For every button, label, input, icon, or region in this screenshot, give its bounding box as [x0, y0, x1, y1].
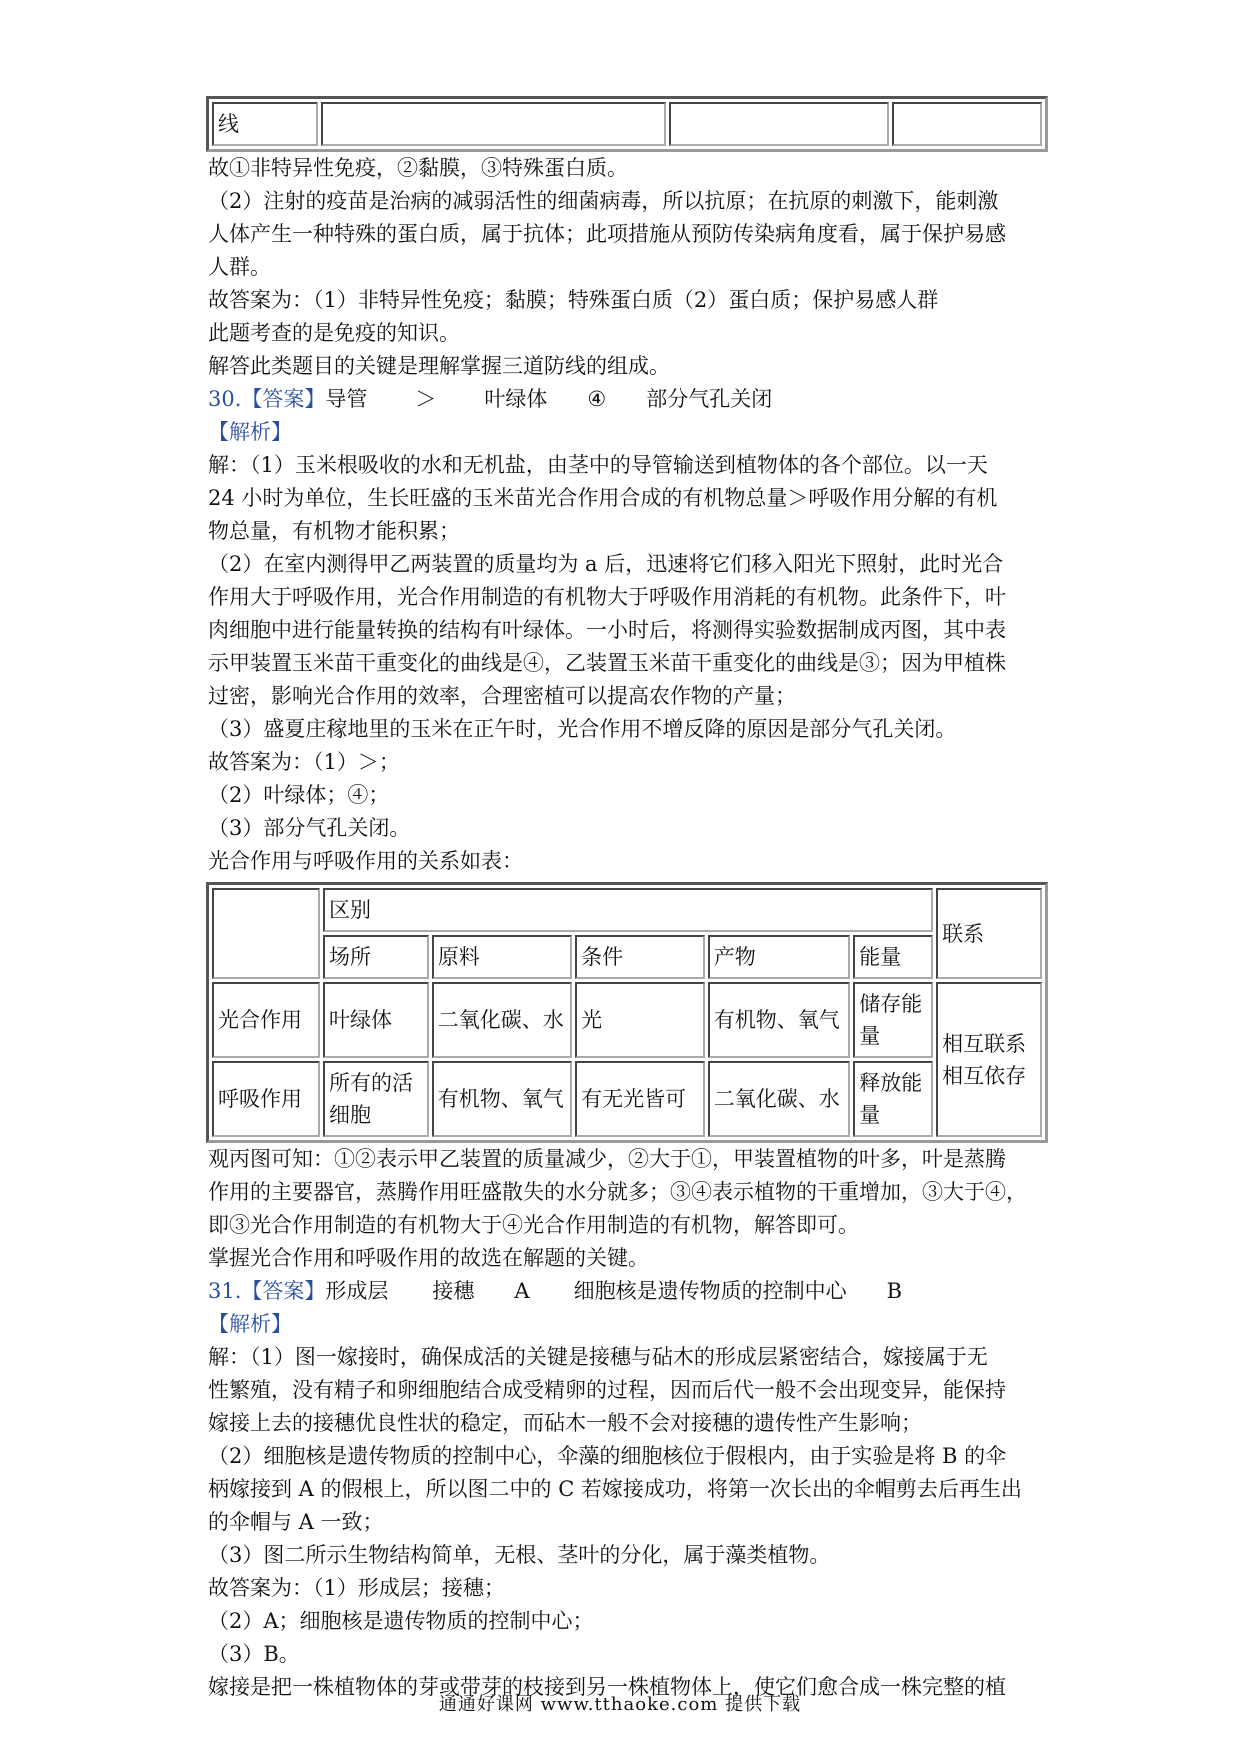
- answer-item: 形成层: [325, 1279, 389, 1303]
- text-line: 人群。: [208, 255, 271, 279]
- table-cell: 有机物、氧气: [432, 1061, 572, 1137]
- question-30-analysis: [208, 449, 1044, 878]
- table-row: [212, 982, 1042, 1058]
- text-line: 嫁接是把一株植物体的芽或带芽的枝接到另一株植物体上，使它们愈合成一株完整的植: [208, 1675, 1006, 1699]
- table-cell: 叶绿体: [323, 982, 429, 1058]
- table-cell: 所有的活细胞: [323, 1061, 429, 1137]
- answer-item: A: [514, 1279, 530, 1303]
- table-header-difference: 区别: [323, 888, 933, 932]
- text-line: 此题考查的是免疫的知识。: [208, 321, 460, 345]
- answer-item: B: [886, 1279, 903, 1303]
- text-line: 性繁殖，没有精子和卵细胞结合成受精卵的过程，因而后代一般不会出现变异，能保持: [208, 1378, 1006, 1402]
- question-number: 31.: [208, 1279, 242, 1303]
- text-line: 人体产生一种特殊的蛋白质，属于抗体；此项措施从预防传染病角度看，属于保护易感: [208, 222, 1006, 246]
- table-cell: 光: [575, 982, 705, 1058]
- table-header-link: 联系: [936, 888, 1042, 979]
- table-cell: [892, 102, 1043, 146]
- table-row: [212, 102, 1042, 146]
- text-line: 观丙图可知：①②表示甲乙装置的质量减少，②大于①，甲装置植物的叶多，叶是蒸腾: [208, 1147, 1006, 1171]
- table-cell: 释放能量: [853, 1061, 933, 1137]
- table-cell-link: 相互联系相互依存: [936, 982, 1042, 1137]
- text-line: 的伞帽与 A 一致；: [208, 1510, 384, 1534]
- text-line: 解：（1）玉米根吸收的水和无机盐，由茎中的导管输送到植物体的各个部位。以一天: [208, 453, 988, 477]
- text-line: 解：（1）图一嫁接时，确保成活的关键是接穗与砧木的形成层紧密结合，嫁接属于无: [208, 1345, 988, 1369]
- text-line: 柄嫁接到 A 的假根上，所以图二中的 C 若嫁接成功，将第一次长出的伞帽剪去后再生出: [208, 1477, 1022, 1501]
- text-line: （3）盛夏庄稼地里的玉米在正午时，光合作用不增反降的原因是部分气孔关闭。: [208, 717, 957, 741]
- table-cell: 有无光皆可: [575, 1061, 705, 1137]
- analysis-tag: 【解析】: [208, 1312, 292, 1336]
- text-line: 示甲装置玉米苗干重变化的曲线是④，乙装置玉米苗干重变化的曲线是③；因为甲植株: [208, 651, 1006, 675]
- text-line: 嫁接上去的接穗优良性状的稳定，而砧木一般不会对接穗的遗传性产生影响；: [208, 1411, 922, 1435]
- text-line: 24 小时为单位，生长旺盛的玉米苗光合作用合成的有机物总量＞呼吸作用分解的有机: [208, 486, 998, 510]
- table-cell: 线: [212, 102, 318, 146]
- text-line: 光合作用与呼吸作用的关系如表：: [208, 849, 523, 873]
- text-line: 肉细胞中进行能量转换的结构有叶绿体。一小时后，将测得实验数据制成丙图，其中表: [208, 618, 1006, 642]
- answer-item: 部分气孔关闭: [646, 387, 773, 411]
- answer-item: 接穗: [432, 1279, 475, 1303]
- answer-tag: 【答案】: [241, 1279, 326, 1303]
- text-line: 故①非特异性免疫，②黏膜，③特殊蛋白质。: [208, 156, 628, 180]
- table-subheader: 产物: [708, 935, 851, 979]
- text-line: （2）在室内测得甲乙两装置的质量均为 a 后，迅速将它们移入阳光下照射，此时光合: [208, 552, 1004, 576]
- table-cell: 二氧化碳、水: [432, 982, 572, 1058]
- table-cell: 二氧化碳、水: [708, 1061, 851, 1137]
- photosynthesis-respiration-table: [206, 882, 1048, 1143]
- answer-item: 导管: [325, 387, 368, 411]
- text-line: 故答案为：（1）非特异性免疫；黏膜；特殊蛋白质（2）蛋白质；保护易感人群: [208, 288, 939, 312]
- text-line: 解答此类题目的关键是理解掌握三道防线的组成。: [208, 354, 670, 378]
- text-line: （2）细胞核是遗传物质的控制中心，伞藻的细胞核位于假根内，由于实验是将 B 的伞: [208, 1444, 1007, 1468]
- text-line: 作用的主要器官，蒸腾作用旺盛散失的水分就多；③④表示植物的干重增加，③大于④，: [208, 1180, 1027, 1204]
- text-line: （2）A；细胞核是遗传物质的控制中心；: [208, 1609, 594, 1633]
- text-line: 物总量，有机物才能积累；: [208, 519, 460, 543]
- text-line: （3）部分气孔关闭。: [208, 816, 411, 840]
- text-line: （2）注射的疫苗是治病的减弱活性的细菌病毒，所以抗原；在抗原的刺激下，能刺激: [208, 189, 999, 213]
- table-subheader: 场所: [323, 935, 429, 979]
- question-31-answer: [208, 1275, 1044, 1308]
- answer-item: 细胞核是遗传物质的控制中心: [573, 1279, 847, 1303]
- top-table-fragment: [206, 96, 1048, 152]
- answer-item: 叶绿体: [484, 387, 548, 411]
- question-30-answer: [208, 383, 1044, 416]
- table-subheader: 能量: [853, 935, 933, 979]
- table-cell: [669, 102, 888, 146]
- text-line: 即③光合作用制造的有机物大于④光合作用制造的有机物，解答即可。: [208, 1213, 859, 1237]
- document-page: [208, 96, 1044, 1704]
- table-cell-empty: [212, 888, 320, 979]
- table-row: [212, 1061, 1042, 1137]
- text-line: 过密，影响光合作用的效率，合理密植可以提高农作物的产量；: [208, 684, 796, 708]
- question-number: 30.: [208, 387, 242, 411]
- answer-item: ＞: [415, 387, 437, 411]
- table-row-label: 光合作用: [212, 982, 320, 1058]
- table-subheader: 条件: [575, 935, 705, 979]
- text-line: 掌握光合作用和呼吸作用的故选在解题的关键。: [208, 1246, 649, 1270]
- text-line: 故答案为：（1）形成层；接穗；: [208, 1576, 505, 1600]
- page-footer: 通通好课网 www.tthaoke.com 提供下载: [438, 1694, 802, 1715]
- text-line: （2）叶绿体；④；: [208, 783, 390, 807]
- answer-tag: 【答案】: [241, 387, 326, 411]
- table-subheader: 原料: [432, 935, 572, 979]
- text-line: 作用大于呼吸作用，光合作用制造的有机物大于呼吸作用消耗的有机物。此条件下，叶: [208, 585, 1006, 609]
- table-cell: 储存能量: [853, 982, 933, 1058]
- table-row-label: 呼吸作用: [212, 1061, 320, 1137]
- table-row: [212, 888, 1042, 932]
- text-line: 故答案为：（1）＞；: [208, 750, 400, 774]
- text-line: （3）图二所示生物结构简单，无根、茎叶的分化，属于藻类植物。: [208, 1543, 831, 1567]
- table-cell: 有机物、氧气: [708, 982, 851, 1058]
- text-line: （3）B。: [208, 1642, 300, 1666]
- question-31-analysis: [208, 1341, 1044, 1704]
- analysis-tag: 【解析】: [208, 420, 292, 444]
- immunity-answer-block: [208, 152, 1044, 383]
- answer-item: ④: [587, 387, 607, 411]
- table-row: [212, 935, 1042, 979]
- chart-observation-block: [208, 1143, 1044, 1275]
- table-cell: [321, 102, 666, 146]
